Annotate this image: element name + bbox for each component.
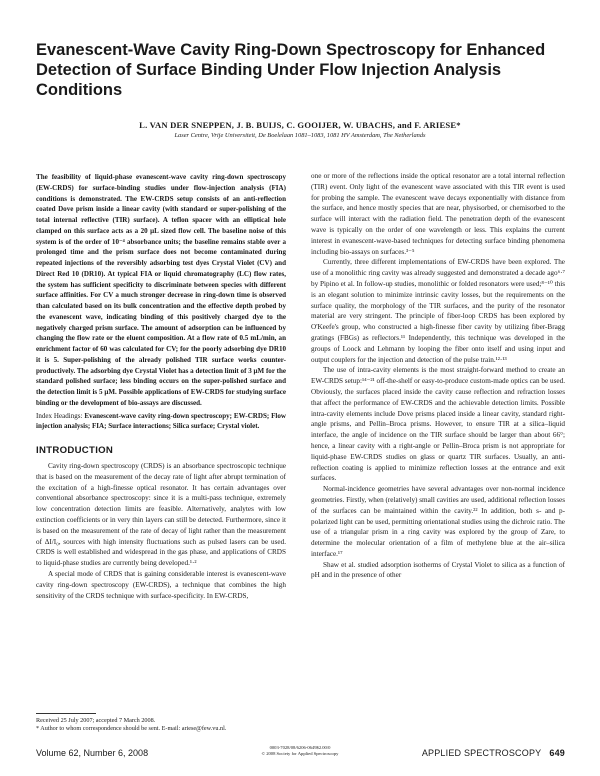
page-number: 649 — [549, 748, 565, 758]
body-paragraph: one or more of the reflections inside the optical resonator are a total internal reflection (TIR) event. Only light of the evanescent wave associated with this TIR event is used for probing the sample. The evanescent wave decays exponentially with distance from the surface, and hence mostly species that are near, physisorbed, or chemisorbed to the surface will interact with the radiation field. The penetration depth of the evanescent wave is typically on the order of one wavelength or less. This explains the current interest in evanescent-wave-based techniques for detecting surface binding phenomena including bio-assays on surfaces.³⁻⁵ — [311, 172, 565, 256]
body-paragraph: Shaw et al. studied adsorption isotherms of Crystal Violet to silica as a function of pH and in the presence of other — [311, 560, 565, 580]
footer-volume: Volume 62, Number 6, 2008 — [36, 748, 149, 758]
intro-paragraph: Cavity ring-down spectroscopy (CRDS) is an absorbance spectroscopic technique that is based on the measurement of the decay rate of light after abrupt termination of the excitation of a high-finesse optical resonator. It has certain advantages over conventional absorbance spectroscopy: since it is a multi-pass technique, extremely low concentration detection limits are feasible. Alternatively, analytes with low extinction coefficients or in very thin layers can still be detected. Furthermore, since it is based on the measurement of the rate of decay of light rather than the measurement of ΔI/I₀, sources with high intensity fluctuations such as pulsed lasers can be used. CRDS is well established and widespread in the gas phase, and applications of CRDS to liquid-phase studies are currently being developed.¹·² — [36, 462, 286, 568]
footer-copyright — [230, 745, 370, 757]
body-paragraph: The use of intra-cavity elements is the most straight-forward method to create an EW-CRDS setup:¹⁴⁻²¹ off-the-shelf or easy-to-produce custom-made optics can be used. Obviously, the surfaces placed inside the cavity cause reflection and refraction losses that affect the performance of EW-CRDS and the achievable detection limits. Possible intra-cavity elements include Dove prisms placed inside a linear cavity, standard right-angle prisms, and Pellin–Broca prisms. However, to ensure TIR at a silica–liquid interface, the angle of incidence on the TIR surface should be larger than about 66°; hence, a linear cavity with a right-angle or Pellin–Broca prism is not appropriate for liquid-phase EW-CRDS studies on glass or quartz TIR surfaces. Usually, an anti-reflection coating is applied to minimize reflection losses at the entrance and exit surfaces. — [311, 366, 565, 483]
footnotes — [36, 717, 286, 733]
body-paragraph: Currently, three different implementations of EW-CRDS have been explored. The use of a monolithic ring cavity was already suggested and demonstrated a decade ago⁶·⁷ by Pipino et al. In follow-up studies, monolithic or folded resonators were used;⁸⁻¹⁰ this is an elegant solution to minimize intrinsic cavity losses, but the requirements on the surface quality, the morphology of the TIR surfaces, and the purity of the resonator material are very stringent. The principle of fiber-loop CRDS has been explored by O'Keefe's group, who constructed a high-finesse fiber cavity by utilizing fiber-Bragg gratings (FBGs) as reflectors.¹¹ Independently, this technique was developed in the groups of Loock and Lehmann by looping the fiber onto itself and using input and output couplers for the injection and detection of the pulse train.¹²·¹³ — [311, 258, 565, 364]
right-column-body — [311, 171, 565, 581]
footer-doi-code: 0003-7028/08/6206-0649$2.00/0 — [269, 745, 331, 750]
author-list: L. VAN DER SNEPPEN, J. B. BUIJS, C. GOOIJER, W. UBACHS, and F. ARIESE* — [139, 120, 461, 130]
abstract-text: The feasibility of liquid-phase evanescent-wave cavity ring-down spectroscopy (EW-CRDS) for surface-binding studies under flow-injection analysis (FIA) conditions is demonstrated. The EW-CRDS setup consists of an anti-reflection coated Dove prism inside a linear cavity (with standard or super-polishing of the total internal reflective (TIR) surface). A teflon spacer with an elliptical hole clamped on this surface acts as a 20 μL sized flow cell. The baseline noise of this system is of the order of 10⁻⁴ absorbance units; the baseline remains stable over a prolonged time and the prism surface does not become contaminated during repeated injections of the reversibly adsorbing test dyes Crystal Violet (CV) and Direct Red 10 (DR10). At typical FIA or liquid chromatography (LC) flow rates, the system has sufficient specificity to discriminate between species with different surface affinities. For CV a much stronger decrease in ring-down time is observed than calculated based on its bulk concentration and the effective depth probed by the evanescent wave, indicating binding of this positively charged dye to the negatively charged prism surface. The amount of adsorption can be influenced by changing the flow rate or the eluent composition. At a flow rate of 0.5 mL/min, an enrichment factor of 60 was calculated for CV; for the poorly adsorbing dye DR10 it is 5. Super-polishing of the already polished TIR surface works counter-productively. The adsorbing dye Crystal Violet has a detection limit of 3 μM for the standard polished surface; less binding occurs on the super-polished surface and the detection limit is 5 μM. Possible applications of EW-CRDS for studying surface binding or the development of bio-assays are discussed. — [36, 173, 286, 407]
journal-name: APPLIED SPECTROSCOPY — [421, 748, 542, 758]
paper-title: Evanescent-Wave Cavity Ring-Down Spectroscopy for Enhanced Detection of Surface Binding Under Flow Injection Analysis Conditions — [36, 41, 546, 99]
affiliation: Laser Centre, Vrije Universiteit, De Boelelaan 1081–1083, 1081 HV Amsterdam, The Netherlands — [174, 132, 426, 139]
footnote-received: Received 25 July 2007; accepted 7 March 2008. — [36, 717, 156, 724]
index-headings-label: Index Headings: — [36, 411, 83, 420]
abstract-block — [36, 172, 286, 432]
index-headings — [36, 411, 286, 433]
intro-paragraph: A special mode of CRDS that is gaining considerable interest is evanescent-wave cavity ring-down spectroscopy (EW-CRDS), a technique that combines the high sensitivity of the CRDS technique with surface-specificity. In EW-CRDS, — [36, 569, 286, 600]
footer-journal — [400, 748, 565, 758]
body-paragraph: Normal-incidence geometries have several advantages over non-normal incidence geometries. Firstly, when (relatively) small cavities are used, additional reflection losses of the surfaces can be maintained within the cavity.²² In addition, both s- and p-polarized light can be used, permitting orientational studies using the dichroic ratio. The use of a triangular prism in a ring cavity was explored by the group of Zare, to determine the molecular orientation of a film of methylene blue at the air–silica interface.¹⁷ — [311, 485, 565, 558]
section-heading-introduction: INTRODUCTION — [36, 445, 114, 456]
footnote-rule — [36, 713, 96, 714]
index-headings-terms: Evanescent-wave cavity ring-down spectroscopy; EW-CRDS; Flow injection analysis; FIA; Surface interactions; Silica surface; Crystal violet. — [36, 411, 286, 431]
introduction-body — [36, 461, 286, 601]
footer-copyright-line: © 2008 Society for Applied Spectroscopy — [261, 751, 339, 756]
footnote-correspondence: * Author to whom correspondence should be sent. E-mail: ariese@few.vu.nl. — [36, 725, 227, 732]
